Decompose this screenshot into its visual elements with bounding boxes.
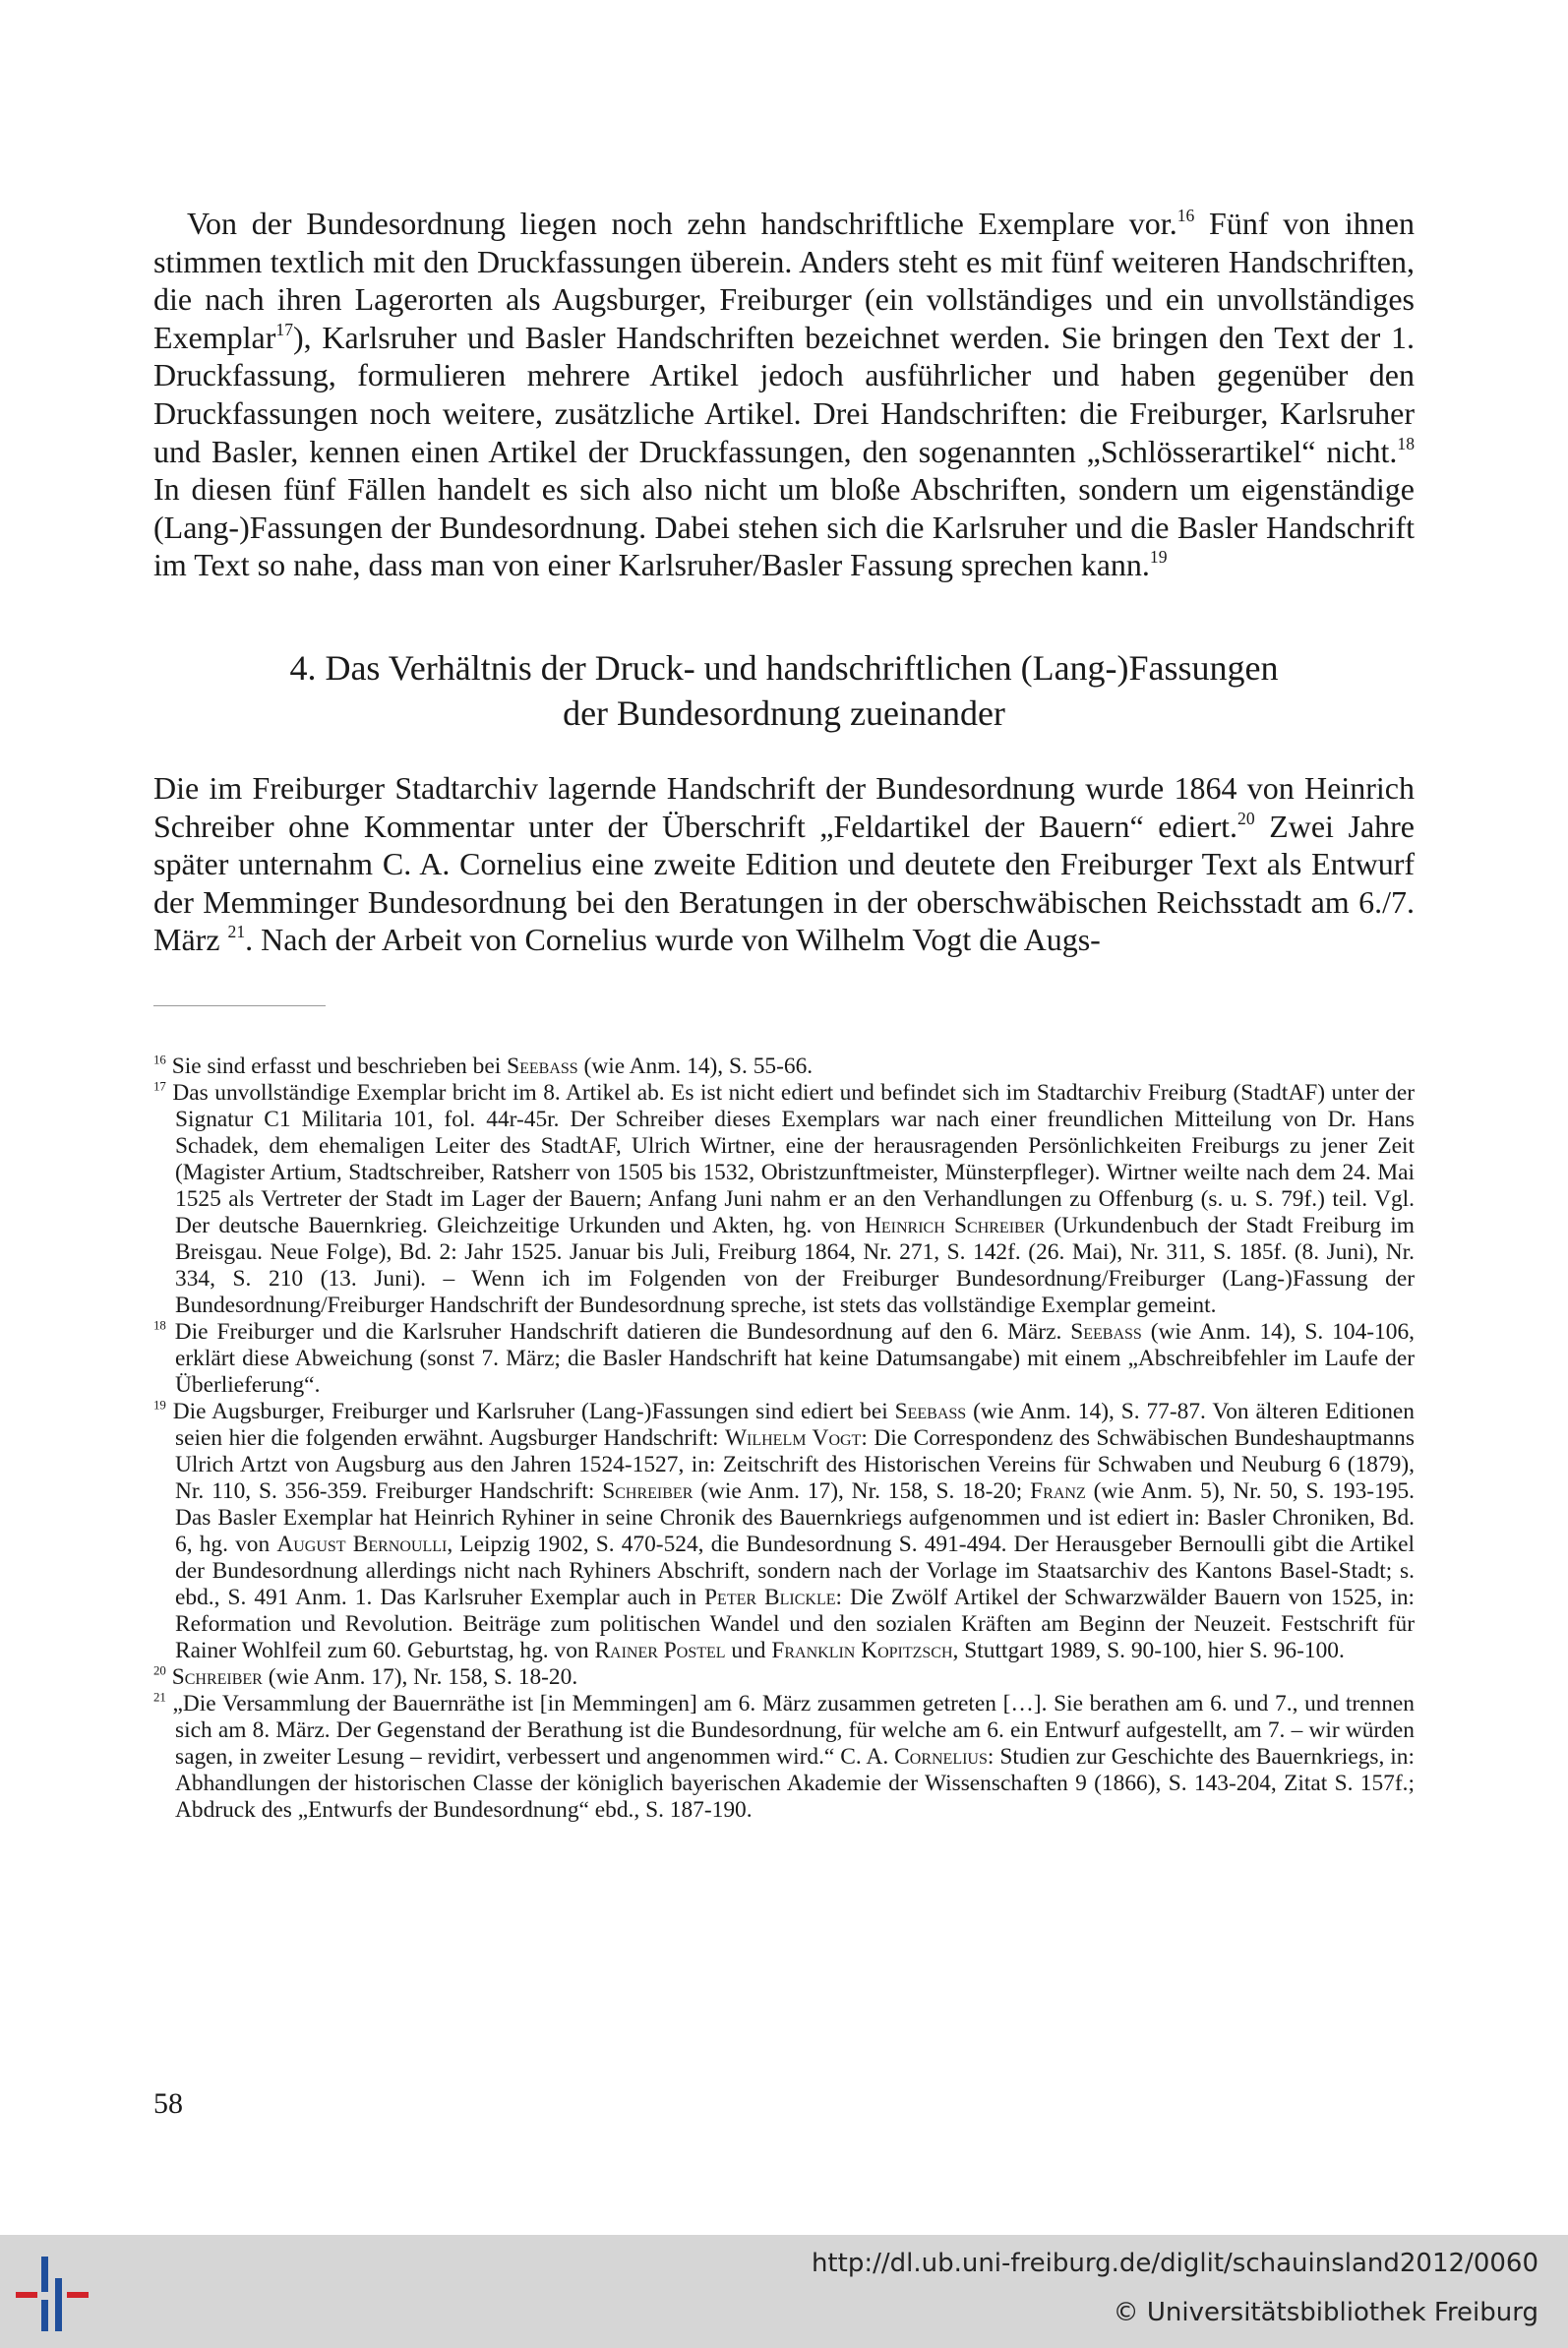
author-name: Rainer Postel xyxy=(594,1638,726,1663)
text-run: , Stuttgart 1989, S. 90-100, hier S. 96-100. xyxy=(952,1638,1345,1663)
author-name: Cornelius xyxy=(894,1744,988,1770)
author-name: Seebaß xyxy=(507,1054,578,1079)
text-run: ), Karlsruher und Basler Handschriften bezeichnet werden. Sie bringen den Text der 1. Druckfassung, formulieren mehrere Artikel jedoch ausführlicher und haben gegenüber den Druckfassungen noch weitere, zusätzliche Artikel. Drei Handschriften: die Freiburger, Karlsruher und Basler, kennen einen Artikel der Druckfassungen, den sogenannten „Schlösserartikel“ nicht. xyxy=(153,319,1415,469)
text-run: und xyxy=(725,1638,772,1663)
footnote-16 xyxy=(153,1054,1415,1080)
text-run: Von der Bundesordnung liegen noch zehn handschriftliche Exemplare vor. xyxy=(187,206,1177,241)
text-run: (Urkundenbuch der Stadt Freiburg im Breisgau. Neue Folge), Bd. 2: Jahr 1525. Januar bis Juli, Freiburg 1864, Nr. 271, S. 142f. (26. Mai), Nr. 311, S. 185f. (8. Juni), Nr. 334, S. 210 (13. Juni). – Wenn ich im Folgenden von der Freiburger Bundesordnung/Freiburger (Lang-)Fassung der Bundesordnung/Freiburger Handschrift der Bundesordnung spreche, ist stets das vollständige Exemplar gemeint. xyxy=(175,1213,1415,1318)
footnote-19 xyxy=(153,1399,1415,1664)
footnote-21 xyxy=(153,1691,1415,1824)
footnote-ref-20[interactable]: 20 xyxy=(1237,808,1255,828)
text-run: Die Freiburger und die Karlsruher Handschrift datieren die Bundesordnung auf den 6. März. xyxy=(165,1319,1071,1345)
text-run: : Die Correspondenz des Schwäbischen Bundeshauptmanns Ulrich Artzt von Augsburg aus den Jahren 1524-1527, in: Zeitschrift des Historischen Vereins für Schwaben und Neuburg 6 (1879), Nr. 110, S. 356-359. Freiburger Handschrift: xyxy=(175,1425,1415,1504)
text-run: Die im Freiburger Stadtarchiv lagernde Handschrift der Bundesordnung wurde 1864 von Heinrich Schreiber ohne Kommentar unter der Überschrift „Feldartikel der Bauern“ ediert. xyxy=(153,770,1415,844)
author-name: Schreiber xyxy=(602,1478,694,1504)
footnote-number: 19 xyxy=(153,1398,166,1413)
author-name: Schreiber xyxy=(171,1664,263,1690)
author-name: Peter Blickle xyxy=(704,1585,836,1610)
author-name: Heinrich Schreiber xyxy=(865,1213,1046,1238)
footnote-separator xyxy=(153,1005,326,1006)
heading-line-2: der Bundesordnung zueinander xyxy=(563,693,1005,733)
author-name: August Bernoulli xyxy=(276,1532,448,1557)
text-run: (wie Anm. 14), S. 77-87. Von älteren Editionen seien hier die folgenden erwähnt. Augsburger Handschrift: xyxy=(175,1399,1415,1451)
footnote-number: 21 xyxy=(153,1690,166,1705)
footnotes xyxy=(153,1054,1415,1824)
heading-line-1: 4. Das Verhältnis der Druck- und handschriftlichen (Lang-)Fassungen xyxy=(289,648,1279,688)
text-run: , Leipzig 1902, S. 470-524, die Bundesordnung S. 491-494. Der Herausgeber Bernoulli gibt die Artikel der Bundesordnung allerdings nicht nach Ryhiners Abschrift, sondern nach der Vorlage im Staatsarchiv des Kantons Basel-Stadt; s. ebd., S. 491 Anm. 1. Das Karlsruher Exemplar auch in xyxy=(175,1532,1415,1610)
section-heading xyxy=(153,645,1415,736)
footnote-number: 17 xyxy=(153,1079,166,1094)
footnote-ref-16[interactable]: 16 xyxy=(1176,205,1195,225)
footnote-ref-17[interactable]: 17 xyxy=(275,319,293,339)
author-name: Franz xyxy=(1030,1478,1086,1504)
body-paragraph-2 xyxy=(153,769,1415,959)
text-run: (wie Anm. 14), S. 104-106, erklärt diese Abweichung (sonst 7. März; die Basler Handschrift hat keine Datumsangabe) mit einem „Abschreibfehler im Laufe der Überlieferung“. xyxy=(175,1319,1415,1398)
source-url-link[interactable]: http://dl.ub.uni-freiburg.de/diglit/schauinsland2012/0060 xyxy=(811,2249,1538,2278)
body-paragraph-1 xyxy=(153,205,1415,584)
library-footer-bar xyxy=(0,2235,1568,2348)
ub-freiburg-logo-icon[interactable] xyxy=(12,2255,100,2333)
author-name: Wilhelm Vogt xyxy=(724,1425,862,1451)
footnote-ref-18[interactable]: 18 xyxy=(1397,433,1415,453)
text-run: Zwei Jahre später unternahm C. A. Cornelius eine zweite Edition und deutete den Freiburger Text als Entwurf der Memminger Bundesordnung bei den Beratungen in der oberschwäbischen Reichsstadt am 6./7. März xyxy=(153,808,1415,958)
footnote-number: 18 xyxy=(153,1318,166,1333)
footnote-17 xyxy=(153,1080,1415,1319)
copyright-notice: © Universitätsbibliothek Freiburg xyxy=(1113,2298,1538,2327)
author-name: Seebaß xyxy=(1070,1319,1142,1345)
footnote-ref-21[interactable]: 21 xyxy=(227,922,246,942)
author-name: Seebaß xyxy=(894,1399,967,1424)
footnote-ref-19[interactable]: 19 xyxy=(1149,547,1168,568)
footnote-number: 20 xyxy=(153,1663,166,1678)
footnote-20 xyxy=(153,1664,1415,1691)
text-run: Fünf von ihnen stimmen textlich mit den Druckfassungen überein. Anders steht es mit fünf weiteren Handschriften, die nach ihren Lagerorten als Augsburger, Freiburger (ein vollständiges und ein unvollständiges Exemplar xyxy=(153,206,1416,355)
author-name: Franklin Kopitzsch xyxy=(771,1638,953,1663)
text-run: . Nach der Arbeit von Cornelius wurde von Wilhelm Vogt die Augs- xyxy=(245,922,1101,958)
page-number: 58 xyxy=(153,2087,183,2120)
footnote-18 xyxy=(153,1319,1415,1399)
text-run: (wie Anm. 17), Nr. 158, S. 18-20; xyxy=(693,1478,1031,1504)
footnote-number: 16 xyxy=(153,1053,166,1067)
text-run: „Die Versammlung der Bauernräthe ist [in Memmingen] am 6. März zusammen getreten […]. Sie berathen am 6. und 7., und trennen sich am 8. März. Der Gegenstand der Berathung ist die Bundesordnung, für welche am 6. ein Entwurf aufgestellt, am 7. – wir würden sagen, in zweiter Lesung – revidirt, verbessert und angenommen wird.“ C. A. xyxy=(165,1691,1415,1770)
text-run: Die Augsburger, Freiburger und Karlsruher (Lang-)Fassungen sind ediert bei xyxy=(165,1399,895,1424)
text-run: In diesen fünf Fällen handelt es sich also nicht um bloße Abschriften, sondern um eigenständige (Lang-)Fassungen der Bundesordnung. Dabei stehen sich die Karlsruher und die Basler Handschrift im Text so nahe, dass man von einer Karlsruher/Basler Fassung sprechen kann. xyxy=(153,471,1415,583)
text-run: Das unvollständige Exemplar bricht im 8. Artikel ab. Es ist nicht ediert und befindet sich im Stadtarchiv Freiburg (StadtAF) unter der Signatur C1 Militaria 101, fol. 44r-45r. Der Schreiber dieses Exemplars war nach einer freundlichen Mitteilung von Dr. Hans Schadek, dem ehemaligen Leiter des StadtAF, Ulrich Wirtner, eine der herausragenden Persönlichkeiten Freiburgs zu jener Zeit (Magister Artium, Stadtschreiber, Ratsherr von 1505 bis 1532, Obristzunftmeister, Münsterpfleger). Wirtner weilte nach dem 24. Mai 1525 als Vertreter der Stadt im Lager der Bauern; Anfang Juni nahm er an den Verhandlungen zu Offenburg (s. u. S. 79f.) teil. Vgl. Der deutsche Bauernkrieg. Gleichzeitige Urkunden und Akten, hg. von xyxy=(165,1080,1415,1238)
text-run: Sie sind erfasst und beschrieben bei xyxy=(165,1054,508,1079)
text-run: (wie Anm. 5), Nr. 50, S. 193-195. Das Basler Exemplar hat Heinrich Ryhiner in seine Chronik des Bauernkriegs aufgenommen und ist ediert in: Basler Chroniken, Bd. 6, hg. von xyxy=(175,1478,1415,1557)
text-run: : Die Zwölf Artikel der Schwarzwälder Bauern von 1525, in: Reformation und Revolution. Beiträge zum politischen Wandel und den sozialen Kräften am Beginn der Neuzeit. Festschrift für Rainer Wohlfeil zum 60. Geburtstag, hg. von xyxy=(175,1585,1416,1663)
text-run: (wie Anm. 14), S. 55-66. xyxy=(577,1054,814,1079)
text-run: : Studien zur Geschichte des Bauernkriegs, in: Abhandlungen der historischen Classe der königlich bayerischen Akademie der Wissenschaften 9 (1866), S. 143-204, Zitat S. 157f.; Abdruck des „Entwurfs der Bundesordnung“ ebd., S. 187-190. xyxy=(175,1744,1416,1823)
text-run: (wie Anm. 17), Nr. 158, S. 18-20. xyxy=(262,1664,578,1690)
